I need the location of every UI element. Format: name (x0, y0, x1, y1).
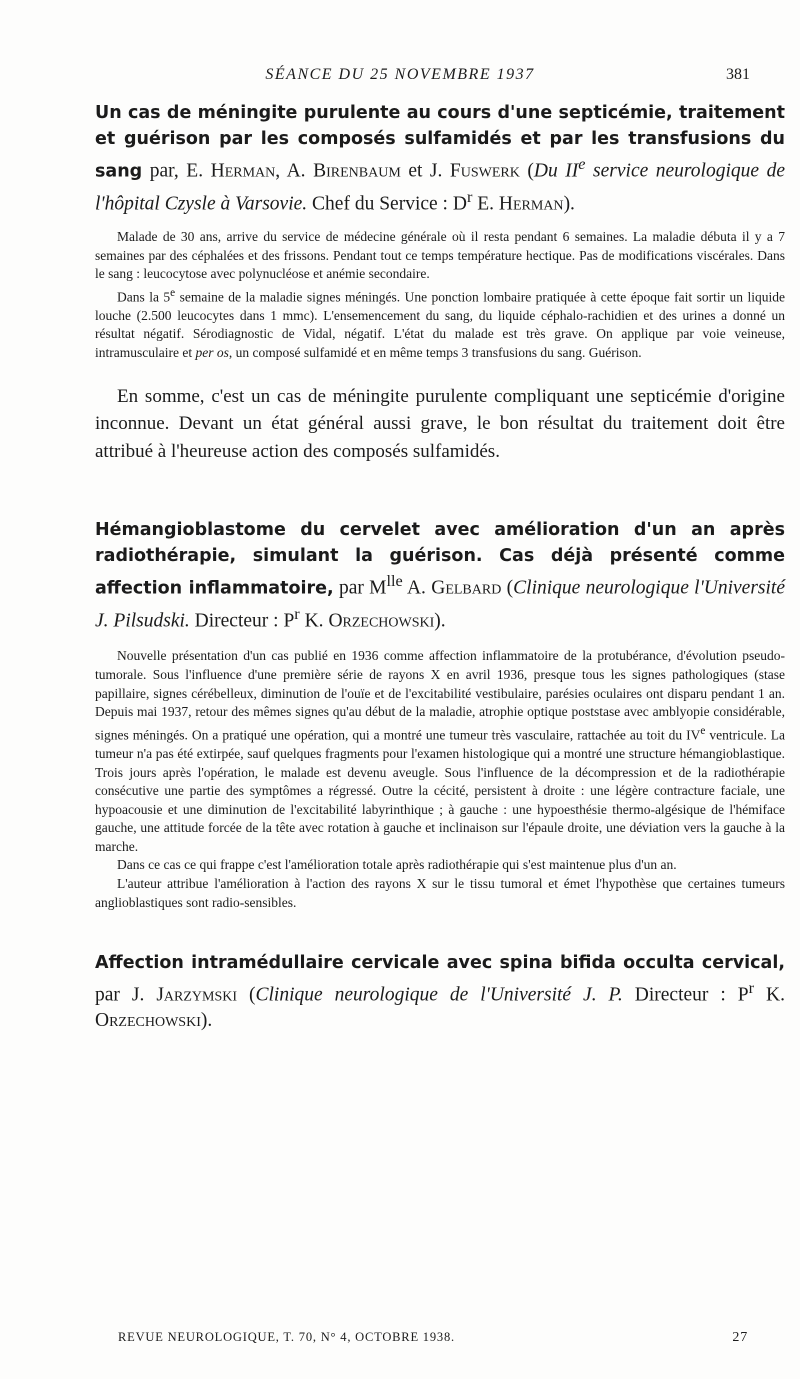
article-2-director-name: Orzechowski (328, 610, 435, 632)
article-1-sep-2: et J. (400, 160, 450, 182)
article-1-p2-c: , un composé sulfamidé et en même temps 3 transfusions du sang. Guérison. (228, 345, 642, 361)
article-1-sep-1: , A. (275, 160, 314, 182)
article-1-p2-b: semaine de la maladie signes méningés. Une ponction lombaire pratiquée à cette époque fait sortir un liquide louche (2.500 leucocytes dans 1 mmc). L'ensemencement du sang, du liquide céphalo-rachidien et des urines a donné un résultat négatif. Sérodiagnostic de Vidal, négatif. L'état du malade est très grave. On applique par voie veineuse, intramusculaire et (95, 289, 785, 361)
article-1-title-bold: Un cas de méningite purulente au cours d'une septicémie, traitement et guérison par les composés sulfamidés et par les transfusions du sang (95, 103, 785, 182)
article-1-chief: Chef du Service : D (307, 193, 467, 214)
article-2-paragraph-3: L'auteur attribue l'amélioration à l'action des rayons X sur le tissu tumoral et émet l'hypothèse que certaines tumeurs anglioblastiques sont radio-sensibles. (95, 876, 785, 910)
article-1-p2-italic: per os (195, 345, 229, 361)
footer-page-number: 27 (732, 1330, 748, 1345)
article-2-by-sup: lle (386, 572, 403, 591)
article-2-director-sup: r (294, 604, 300, 623)
article-2-close: ). (434, 610, 446, 632)
article-2-title-bold: Hémangioblastome du cervelet avec amélioration d'un an après radiothérapie, simulant la guérison. Cas déjà présenté comme affection inflammatoire, (95, 520, 785, 599)
article-1-service-sup: e (578, 155, 586, 173)
article-1-title (95, 100, 785, 216)
article-1-close: ). (563, 193, 575, 214)
article-1-author-1: Herman (210, 160, 276, 182)
article-2-p1-b: ventricule. La tumeur n'a pas été extirpée, sauf quelques fragments pour l'examen histologique qui a montré une structure hémangioblastique. Trois jours après l'opération, le malade est devenu aveugle. Sous l'influence de la décompression et de la radiothérapie consécutive une partie des symptômes a régressé. Outre la cécité, persistent à droite : une légère contracture faciale, une hypoacousie et une diminution de l'excitabilité labyrinthique ; à gauche : une hypoesthésie thermo-algésique de l'hémiface gauche, une attitude forcée de la tête avec rotation à gauche et inclinaison sur l'épaule droite, une déviation vers la gauche à la marche. (95, 727, 785, 854)
article-1-paragraph-1: Malade de 30 ans, arrive du service de médecine générale où il resta pendant 6 semaines. La maladie débuta il y a 7 semaines par des céphalées et des frissons. Pendant tout ce temps température hectique. Pas de modifications viscérales. Dans le sang : leucocytose avec polynucléose et anémie secondaire. (95, 229, 785, 282)
article-3-director-name: Orzechowski (95, 1009, 201, 1031)
article-2-p1-sup: e (700, 724, 706, 737)
article-1-author-2: Birenbaum (313, 160, 401, 182)
article-2-title (95, 517, 785, 633)
page-footer (118, 1330, 748, 1345)
article-3-close: ). (200, 1009, 213, 1031)
article-3-title-bold: Affection intramédullaire cervicale avec spina bifida occulta cervical, (95, 953, 785, 974)
article-1-paragraph-2 (95, 284, 785, 363)
article-2-p1-a: Nouvelle présentation d'un cas publié en 1936 comme affection inflammatoire de la protubérance, d'évolution pseudo-tumorale. Sous l'influence d'une première série de rayons X en avril 1936, presque tous les signes pathologiques (stase papillaire, signes cérébelleux, diminution de l'ouïe et de l'excitabilité vestibulaire, parésies oculaires ont disparu pendant 1 an. Depuis mai 1937, retour des mêmes signes qu'au début de la maladie, atrophie optique poststase avec amblyopie considérable, signes méningés. On a pratiqué une opération, qui a montré une tumeur très vasculaire, rattachée au toit du IV (95, 648, 785, 743)
article-3-title (95, 950, 785, 1033)
article-2-by: par M (333, 577, 387, 599)
page-content (95, 100, 785, 1033)
article-3-clinic: Clinique neurologique de l'Université J. P. (255, 984, 623, 1006)
article-3-director-sup: r (748, 979, 755, 998)
article-2-author: Gelbard (431, 577, 502, 599)
article-1-by: par, E. (142, 160, 211, 182)
article-2-paren: ( (501, 577, 514, 599)
article-1-service: service neurologique de l'hôpital Czysle à Varsovie. (95, 160, 785, 214)
article-1-service-pre: Du II (533, 160, 579, 182)
article-3-paren: ( (237, 984, 256, 1006)
article-1-sep-3: ( (519, 160, 534, 182)
running-head: SÉANCE DU 25 NOVEMBRE 1937 (265, 66, 535, 83)
page-number: 381 (726, 66, 750, 83)
article-2-director-pre: K. (299, 610, 329, 632)
article-2-paragraph-2: Dans ce cas ce qui frappe c'est l'amélioration totale après radiothérapie qui s'est maintenue plus d'un an. (117, 857, 677, 873)
article-1-chief-sup: r (466, 187, 473, 206)
article-1-chief-pre: E. (472, 193, 499, 214)
article-2-director: Directeur : P (189, 610, 295, 632)
article-1-chief-name: Herman (498, 193, 564, 214)
article-1-author-3: Fuswerk (449, 160, 520, 182)
article-2-author-pre: A. (402, 577, 432, 599)
article-1-p2-a: Dans la 5 (117, 289, 171, 305)
article-3-director-pre: K. (754, 984, 785, 1006)
article-3-director: Directeur : P (622, 984, 749, 1006)
article-3-author: Jarzymski (156, 984, 238, 1006)
article-2-clinic: Clinique neurologique l'Université J. Pilsudski. (95, 577, 785, 632)
article-2-paragraph-1 (95, 647, 785, 856)
article-3-by: par J. (95, 984, 157, 1006)
article-1-conclusion: En somme, c'est un cas de méningite purulente compliquant une septicémie d'origine inconnue. Devant un état général aussi grave, le bon résultat du traitement doit être attribué à l'heureuse action des composés sulfamidés. (95, 385, 785, 462)
article-1-p2-sup: e (170, 286, 176, 299)
journal-reference: REVUE NEUROLOGIQUE, T. 70, N° 4, OCTOBRE 1938. (118, 1330, 455, 1344)
page-header (0, 66, 800, 90)
